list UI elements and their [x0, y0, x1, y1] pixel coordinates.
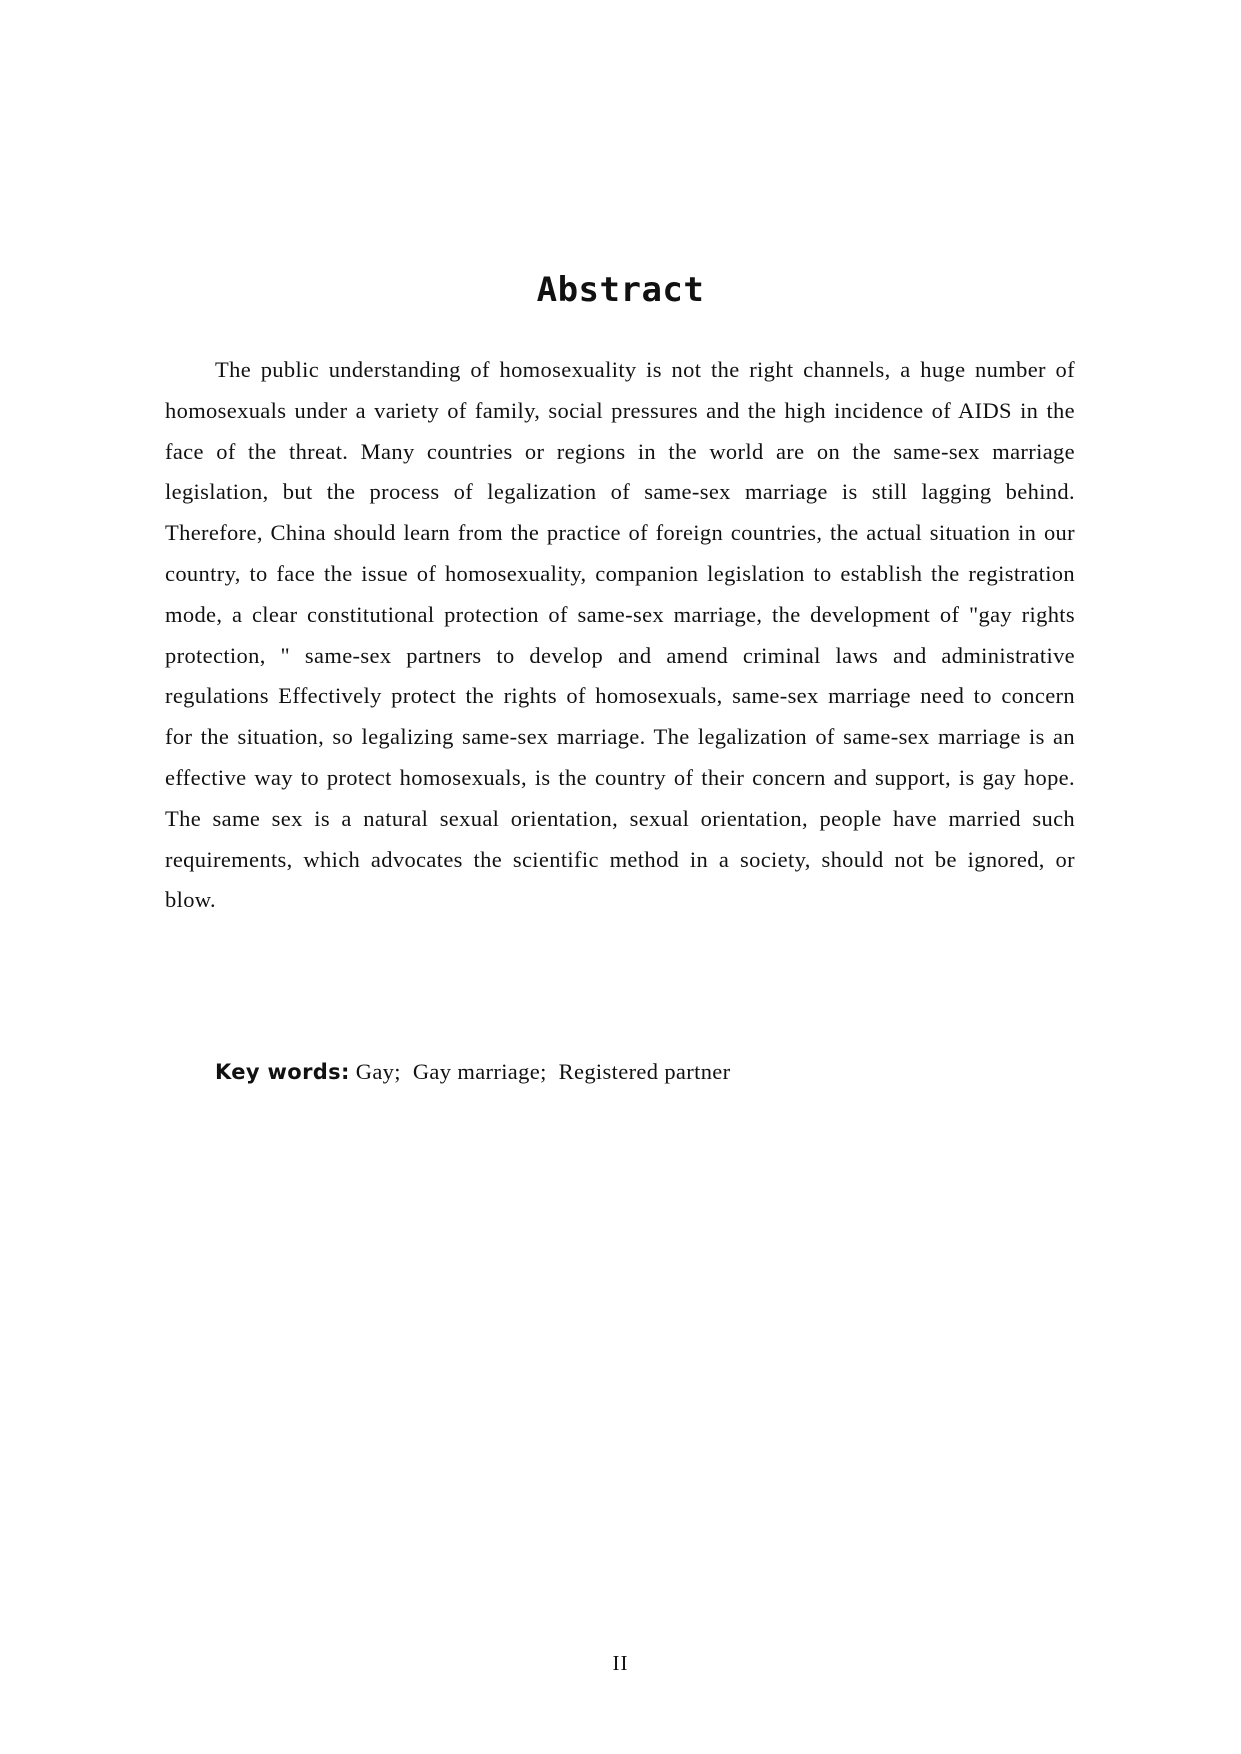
- keywords-label: Key words:: [215, 1060, 350, 1084]
- page-number: II: [612, 1651, 629, 1675]
- abstract-paragraph: The public understanding of homosexuality is not the right channels, a huge number of homosexuals under a variety of family, social pressures and the high incidence of AIDS in the face of the threat. Many countries or regions in the world are on the same-sex marriage legislation, but the process of legalization of same-sex marriage is still lagging behind. Therefore, China should learn from the practice of foreign countries, the actual situation in our country, to face the issue of homosexuality, companion legislation to establish the registration mode, a clear constitutional protection of same-sex marriage, the development of "gay rights protection, " same-sex partners to develop and amend criminal laws and administrative regulations Effectively protect the rights of homosexuals, same-sex marriage need to concern for the situation, so legalizing same-sex marriage. The legalization of same-sex marriage is an effective way to protect homosexuals, is the country of their concern and support, is gay hope. The same sex is a natural sexual orientation, sexual orientation, people have married such requirements, which advocates the scientific method in a society, should not be ignored, or blow.: [165, 357, 1075, 913]
- keywords-list: Gay; Gay marriage; Registered partner: [349, 1059, 731, 1084]
- page-title: Abstract: [536, 270, 705, 310]
- keywords-line: [215, 1052, 731, 1092]
